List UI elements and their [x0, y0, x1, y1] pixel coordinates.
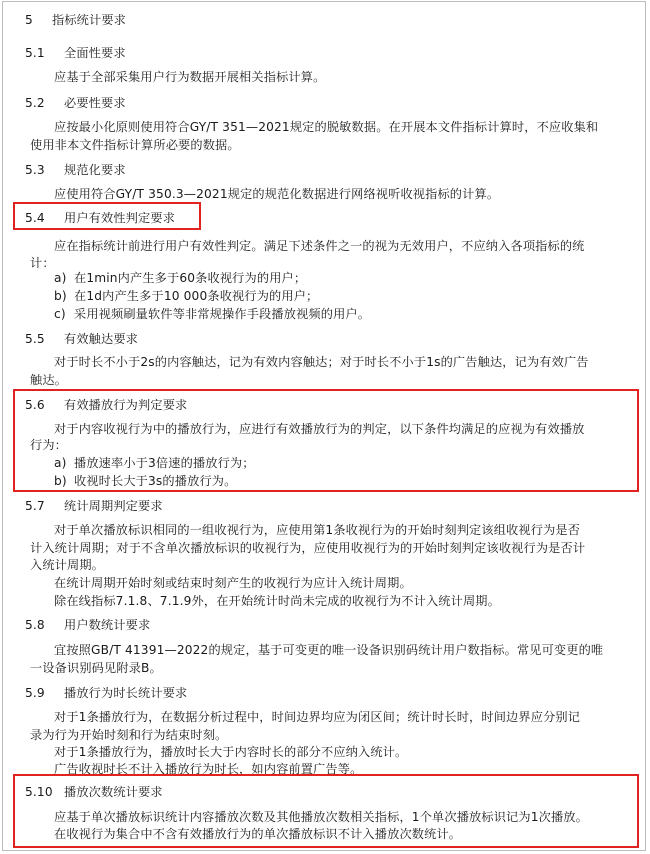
- paragraph-line: 对于1条播放行为，在数据分析过程中，时间边界均应为闭区间；统计时长时，时间边界应分别记: [54, 710, 581, 724]
- paragraph-line: 对于单次播放标识相同的一组收视行为，应使用第1条收视行为的开始时刻判定该组收视行为是否: [54, 523, 581, 537]
- paragraph-line: 使用非本文件指标计算所必要的数据。: [30, 138, 240, 152]
- paragraph-line: 应按最小化原则使用符合GY/T 351—2021规定的脱敏数据。在开展本文件指标计算时，不应收集和: [54, 120, 599, 134]
- paragraph-line: 广告收视时长不计入播放行为时长，如内容前置广告等。: [54, 762, 363, 776]
- paragraph-line: 应在指标统计前进行用户有效性判定。满足下述条件之一的视为无效用户，不应纳入各项指标的统: [54, 239, 585, 253]
- section-heading: 5 指标统计要求: [25, 13, 127, 27]
- paragraph-line: 触达。: [30, 373, 68, 387]
- clause-heading: 5.9 播放行为时长统计要求: [25, 686, 188, 700]
- clause-heading: 5.8 用户数统计要求: [25, 618, 151, 632]
- paragraph-line: 行为：: [30, 438, 68, 452]
- clause-heading: 5.7 统计周期判定要求: [25, 499, 163, 513]
- list-item: a) 在1min内产生多于60条收视行为的用户；: [54, 271, 307, 285]
- paragraph-line: 应使用符合GY/T 350.3—2021规定的规范化数据进行网络视听收视指标的计算。: [54, 187, 500, 201]
- paragraph-line: 在收视行为集合中不含有效播放行为的单次播放标识不计入播放次数统计。: [54, 827, 462, 841]
- clause-heading: 5.3 规范化要求: [25, 163, 126, 177]
- paragraph-line: 计：: [30, 256, 55, 270]
- paragraph-line: 在统计周期开始时刻或结束时刻产生的收视行为应计入统计周期。: [54, 576, 412, 590]
- list-item: b) 在1d内产生多于10 000条收视行为的用户；: [54, 289, 319, 303]
- paragraph-line: 对于1条播放行为，播放时长大于内容时长的部分不应纳入统计。: [54, 745, 408, 759]
- paragraph-line: 一设备识别码见附录B。: [30, 661, 162, 675]
- clause-heading: 5.2 必要性要求: [25, 96, 126, 110]
- clause-heading: 5.5 有效触达要求: [25, 332, 139, 346]
- paragraph-line: 录为行为开始时刻和行为结束时刻。: [30, 728, 228, 742]
- paragraph-line: 对于时长不小于2s的内容触达，记为有效内容触达；对于时长不小于1s的广告触达，记为有效广告: [54, 355, 589, 369]
- clause-heading: 5.1 全面性要求: [25, 46, 126, 60]
- document-page: [2, 1, 646, 851]
- clause-heading: 5.4 用户有效性判定要求: [25, 211, 176, 225]
- clause-heading: 5.6 有效播放行为判定要求: [25, 398, 188, 412]
- paragraph-line: 计入统计周期；对于不含单次播放标识的收视行为，应使用收视行为的开始时刻判定该收视行为是否计: [30, 541, 586, 555]
- paragraph-line: 应基于单次播放标识统计内容播放次数及其他播放次数相关指标，1个单次播放标识记为1次播放。: [54, 810, 588, 824]
- list-item: c) 采用视频刷量软件等非常规操作手段播放视频的用户。: [54, 307, 371, 321]
- paragraph-line: 宜按照GB/T 41391—2022的规定，基于可变更的唯一设备识别码统计用户数指标。常见可变更的唯: [54, 643, 604, 657]
- paragraph-line: 除在线指标7.1.8、7.1.9外，在开始统计时尚未完成的收视行为不计入统计周期。: [54, 594, 500, 608]
- clause-heading: 5.10 播放次数统计要求: [25, 785, 163, 799]
- paragraph-line: 应基于全部采集用户行为数据开展相关指标计算。: [54, 70, 326, 84]
- paragraph-line: 对于内容收视行为中的播放行为，应进行有效播放行为的判定，以下条件均满足的应视为有效播放: [54, 422, 585, 436]
- list-item: a) 播放速率小于3倍速的播放行为；: [54, 456, 255, 470]
- list-item: b) 收视时长大于3s的播放行为。: [54, 474, 237, 488]
- paragraph-line: 入统计周期。: [30, 558, 105, 572]
